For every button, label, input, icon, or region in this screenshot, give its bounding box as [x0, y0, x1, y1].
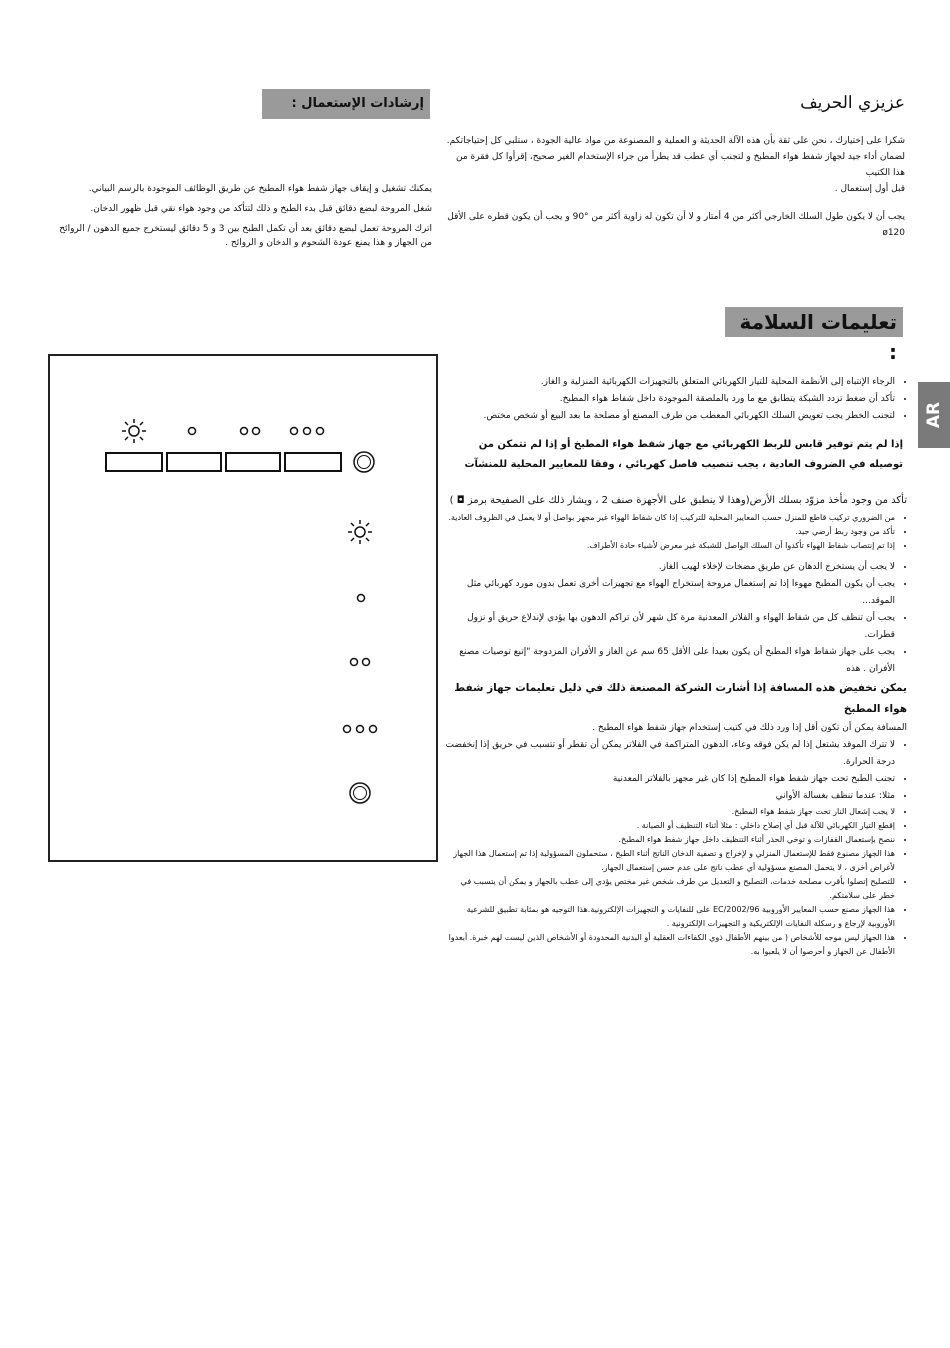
safety-item: • يجب أن تنظف كل من شفاط الهواء و الفلاتر المعدنية مرة كل شهر لأن تراكم الدهون بها يؤدي لإندلاع حريق أو نزول قطرات.: [445, 610, 895, 644]
light-button[interactable]: [106, 453, 162, 471]
safety-list-low: [445, 737, 907, 805]
safety-small-item: • إقطع التيار الكهربائي للآلة قبل أي إصلاح داخلي : مثلا أثناء التنظيف أو الصيانة .: [445, 819, 895, 833]
language-tab: [918, 382, 950, 448]
safety-list-mid: [445, 559, 907, 678]
legend-light-icon: [348, 520, 372, 544]
safety-small-item: • هذا الجهاز مصنع حسب المعايير الأوروبية 2002/96/EC على للنفايات و التجهيزات الإلكترونية.هذا التوجيه هو بمثابة تطبيق للشرعية الأوروبية لإرجاع و رسكلة النفايات الإلكتريكية و التجهيزات الإلكترونية .: [445, 903, 895, 931]
safety-list-top: [445, 374, 907, 425]
safety-item: • لتجنب الخطر يجب تعويض السلك الكهربائي المعطب من طرف المصنع أو مصلحة ما بعد البيع أو شخص مختص.: [445, 408, 895, 425]
safety-item: • يجب على جهاز شفاط هواء المطبخ أن يكون بعيدا على الأقل 65 سم عن الغاز و الأفران المزدوجة "إتبع توصيات مصنع الأفران . هذه: [445, 644, 895, 678]
intro-text: [445, 133, 905, 253]
control-panel-diagram: [48, 354, 438, 862]
safety-item: • يجب أن يكون المطبخ مهوءا إذا تم إستعمال مروحة إستخراج الهواء مع تجهيزات أخرى تعمل بدون مورد كهربائي مثل الموقد...: [445, 576, 895, 610]
usage-item-2: شغل المروحة لبضع دقائق قبل بدء الطبخ و ذلك لتتأكد من وجود هواء نقي قبل ظهور الدخان.: [90, 204, 432, 214]
safety-small-item: • تأكد من وجود ربط أرضي جيد.: [445, 525, 895, 539]
safety-item: • تجنب الطبخ تحت جهاز شفط هواء المطبخ إذا كان غير مجهز بالفلاتر المعدنية: [445, 771, 895, 788]
usage-item-1: يمكنك تشغيل و إيقاف جهاز شفط هواء المطبخ عن طريق الوظائف الموجودة بالرسم البياني.: [88, 184, 432, 194]
distance-note: المسافة يمكن أن تكون أقل إذا ورد ذلك في كتيب إستخدام جهاز شفط هواء المطبخ .: [592, 723, 907, 733]
plug-note: إذا لم يتم توفير قابس للربط الكهربائي مع جهاز شفط هواء المطبخ أو إذا لم تتمكن من توصيله في الضروف العادية ، يجب تنصيب فاصل كهربائي ، وفقا للمعايير المحلية للمنشآت: [464, 439, 903, 470]
safety-small-item: • لا يجب إشعال النار تحت جهاز شفط هواء المطبخ.: [445, 805, 895, 819]
legend-speed-3-icon: [344, 726, 377, 733]
greeting-title: عزيزي الحريف: [800, 93, 905, 113]
safety-item: • لا تترك الموقد يشتعل إذا لم يكن فوقه وعاء، الدهون المتراكمة في الفلاتر يمكن أن تقطر أو تتسبب في حريق إذا إنخفضت درجة الحرارة.: [445, 737, 895, 771]
safety-list-small-b: [445, 805, 907, 959]
intro-paragraph-1: [445, 133, 905, 197]
safety-item: • تأكد أن ضغط تردد الشبكة يتطابق مع ما ورد بالملصقة الموجودة داخل شفاط هواء المطبخ.: [445, 391, 895, 408]
legend-speed-2-icon: [351, 659, 370, 666]
safety-small-item: • ننصح بإستعمال القفازات و توخي الحذر أثناء التنظيف داخل جهاز شفط هواء المطبخ.: [445, 833, 895, 847]
usage-header: إرشادات الإستعمال :: [262, 89, 430, 119]
usage-item-3: اترك المروحة تعمل لبضع دقائق بعد أن تكمل الطبخ بين 3 و 5 دقائق ليستخرج جميع الدهون / الروائح من الجهاز و هذا يمنع عودة الشحوم و الدخان و الروائح .: [59, 224, 432, 248]
speed-1-icon: [189, 428, 196, 435]
control-panel-svg: [50, 356, 436, 860]
distance-note-bold: يمكن تخفيض هذه المسافة إذا أشارت الشركة المصنعة ذلك في دليل تعليمات جهاز شفط هواء المطبخ: [454, 682, 907, 715]
speed-2-button[interactable]: [226, 453, 280, 471]
safety-small-item: • هذا الجهاز ليس موجه للأشخاص ( من بينهم الأطفال ذوي الكفاءات العقلية أو البدنية المحدودة أو الأشخاص الذين ليست لهم خبرة. أبعدوا الأطفال عن الجهاز و أحرصوا أن لا يلعبوا به.: [445, 931, 895, 959]
speed-1-button[interactable]: [167, 453, 221, 471]
safety-item: • مثلا: عندما تنظف بغسالة الأواني: [445, 788, 895, 805]
power-led-icon: [354, 452, 374, 472]
safety-small-item: • للتصليح إتصلوا بأقرب مصلحة خدمات، التصليح و التعديل من طرف شخص غير مختص يؤدي إلى عطب بالجهاز و يمكن أن يتسبب في خطر على سلامتكم.: [445, 875, 895, 903]
speed-3-icon: [291, 428, 324, 435]
usage-instructions: [50, 182, 432, 256]
legend-power-led-icon: [350, 783, 370, 803]
ground-note: تأكد من وجود مأخذ مزوّد بسلك الأرض(وهذا لا ينطبق على الأجهزة صنف 2 ، ويشار ذلك على الصفيحة برمز ◘ ): [449, 495, 907, 506]
safety-small-item: • من الضروري تركيب قاطع للمنزل حسب المعايير المحلية للتركيب إذا كان شفاط الهواء غير مجهز بواصل أو لا يعمل في الظروف العادية.: [445, 511, 895, 525]
intro-paragraph-2: يجب أن لا يكون طول السلك الخارجي أكثر من 4 أمتار و لا أن تكون له زاوية أكثر من °90 و يجب أن يكون قطره على الأقل ø120: [447, 212, 905, 238]
light-icon: [122, 419, 146, 443]
safety-item: • الرجاء الإنتباه إلى الأنظمة المحلية للتيار الكهربائي المتعلق بالتجهيزات الكهربائية المنزلية و الغاز.: [445, 374, 895, 391]
safety-item: • لا يجب أن يستخرج الدهان عن طريق مضخات لإخلاء لهيب الغاز.: [445, 559, 895, 576]
legend-speed-1-icon: [358, 595, 365, 602]
speed-3-button[interactable]: [285, 453, 341, 471]
safety-instructions: [445, 374, 907, 959]
intro-line-3: قبل أول إستعمال .: [834, 184, 905, 194]
intro-line-2: لضمان أداء جيد لجهاز شفط هواء المطبخ و لتجنب أي عطب قد يطرأ من جراء الإستخدام الغير صحيح، إقرأوا كل فقرة من هذا الكتيب: [455, 152, 905, 178]
speed-2-icon: [241, 428, 260, 435]
safety-list-small-a: [445, 511, 907, 553]
safety-small-item: • هذا الجهاز مصنوع فقط للإستعمال المنزلي و لإخراج و تصفية الدخان الناتج أثناء الطبخ ، ستحملون المسؤولية إذا تم إستعمال هذا الجهاز لأغراض أخرى ، لا يتحمل المصنع مسؤولية أي عطب ناتج على عدم حسن إستعمال الجهاز.: [445, 847, 895, 875]
intro-line-1: شكرا على إختيارك ، نحن على ثقة بأن هذه الآلة الحديثة و العملية و المصنوعة من مواد عالية الجودة ، ستلبي كل إحتياجاتكم.: [446, 136, 905, 146]
safety-header: تعليمات السلامة :: [725, 307, 903, 337]
safety-small-item: • إذا تم إنتصاب شفاط الهواء تأكدوا أن السلك الواصل للشبكة غير معرض لأشياء حادة الأطراف.: [445, 539, 895, 553]
language-tab-label: AR: [924, 401, 944, 429]
